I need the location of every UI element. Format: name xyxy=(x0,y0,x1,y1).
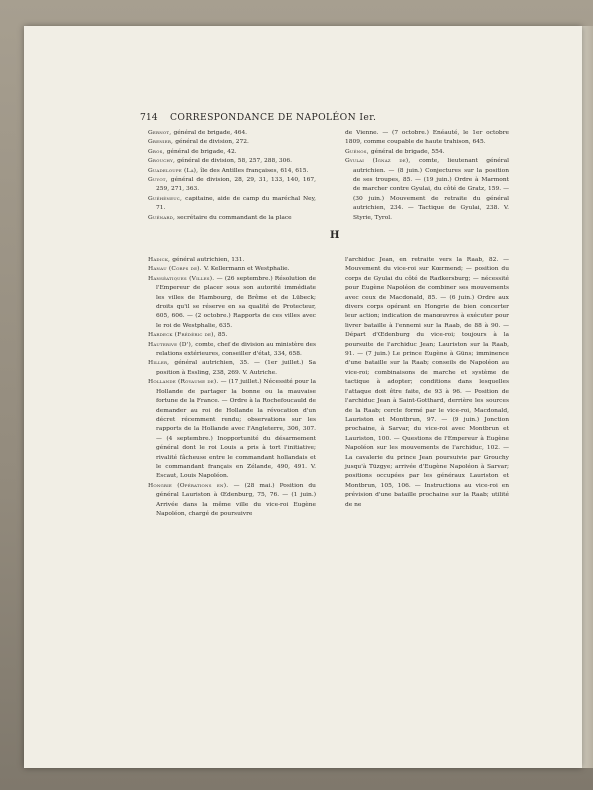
index-entry-text: — (28 mai.) Position du général Lauriston à Œdenburg, 75, 76. — (1 juin.) Arrivée dans la même ville du vice-roi Eugène Napoléon, chargé de poursuivre xyxy=(156,482,316,517)
index-entry xyxy=(148,214,316,223)
index-entry xyxy=(148,482,316,520)
index-entry-text: général de brigade, 42. xyxy=(166,148,237,155)
page-number: 714 xyxy=(140,112,158,123)
index-entry-head: Guéhéneuc, xyxy=(148,195,186,202)
index-entry-text: général de division, 28, 29, 31, 133, 140, 167, 259, 271, 363. xyxy=(156,177,316,193)
section-letter: H xyxy=(330,230,340,241)
index-entry-text: de Vienne. — (7 octobre.) Enéauté, le 1er octobre 1809, comme coupable de haute trahison, 645. xyxy=(345,130,509,146)
index-entry-text: général de brigade, 554. xyxy=(370,148,445,155)
index-entry-head: Grenier, xyxy=(148,139,176,146)
index-entry-text: l'archiduc Jean, en retraite vers la Raab, 82. — Mouvement du vice-roi sur Kœrmend; — position du corps de Gyulai du côté de Radkersburg; — nécessité pour Eugène Napoléon de combiner ses mouvements avec ceux de Macdonald, 85. — (6 juin.) Ordre aux divers corps opérant en Hongrie de bien concerter leur action; indication de manœuvres à exécuter pour livrer bataille à l'ennemi sur la Raab, de 88 à 90. — Départ d'Œdenburg du vice-roi; toujours à la poursuite de l'archiduc Jean; Lauriston sur la Raab, 91. — (7 juin.) Le prince Eugène à Güns; imminence d'une bataille sur la Raab; conseils de Napoléon au vice-roi; combinaisons de marche et système de tactique à adopter; conditions dans lesquelles l'attaque doit être faite, de 93 à 96. — Position de l'archiduc Jean à Saint-Gotthard, derrière les sources de la Raab; cercle formé par le vice-roi, Macdonald, Lauriston et Montbrun, 97. — (9 juin.) Jonction prochaine, à Sarvar, du vice-roi avec Montbrun et Lauriston, 100. — Questions de l'Empereur à Eugène Napoléon sur les mouvements de l'archiduc, 102. — La cavalerie du prince Jean poursuivie par Grouchy jusqu'à Tüzgye; arrivée d'Eugène Napoléon à Sarvar; positions occupées par les généraux Lauriston et Montbrun, 105, 106. — Instructions au vice-roi en prévision d'une bataille prochaine sur la Raab; utilité de ne xyxy=(345,257,509,508)
index-entry xyxy=(148,275,316,331)
index-entry-head: Guénard, xyxy=(148,214,178,221)
index-entry-head: Guyot, xyxy=(148,177,171,184)
index-entry-text: capitaine, aide de camp du maréchal Ney, 71. xyxy=(156,195,316,212)
index-entry-head: Hanau (Corps de). xyxy=(148,266,204,273)
index-entry xyxy=(148,256,316,265)
index-entry-text: secrétaire du commandant de la place xyxy=(177,214,292,221)
index-entry-text: île des Antilles françaises, 614, 615. xyxy=(200,167,309,174)
index-column-bottom-right xyxy=(345,256,509,510)
index-column-bottom-left xyxy=(148,256,316,519)
index-entry-text: général de brigade, 464. xyxy=(173,130,248,136)
index-entry-text: comte, lieutenant général autrichien. — (8 juin.) Conjectures sur la position de ses troupes, 85. — (19 juin.) Ordre à Marmont de marcher contre Gyulai, du côté de Gratz, 159. — (30 juin.) Mouvement de retraite du général autrichien, 234. — Tactique de Gyulai, 238. V. Styrie, Tyrol. xyxy=(353,158,509,221)
index-entry xyxy=(345,129,509,148)
index-entry xyxy=(345,148,509,157)
index-entry-head: Grouchy, xyxy=(148,158,178,165)
index-entry-text: — (17 juillet.) Nécessité pour la Hollande de partager la bonne ou la mauvaise fortune de la France. — Ordre à la Rochefoucauld de demander au roi de Hollande la révocation d'un décret récemment rendu; observations sur les rapports de la Hollande avec l'Angleterre, 306, 307. — (4 septembre.) Inopportunité du désarmement général dont le roi Louis a pris à tort l'initiative; rivalité fâcheuse entre le commandant hollandais et le commandant français en Zélande, 490, 491. V. Escaut, Louis Napoléon. xyxy=(156,379,316,480)
index-entry-head: Guénos, xyxy=(345,148,371,155)
index-entry xyxy=(148,167,316,176)
index-entry-text: général de division, 58, 257, 288, 306. xyxy=(177,158,293,165)
index-entry xyxy=(148,195,316,214)
index-entry-text: 85. xyxy=(217,332,228,339)
index-entry-text: général de division, 272. xyxy=(175,139,249,146)
index-entry xyxy=(148,157,316,166)
running-head: CORRESPONDANCE DE NAPOLÉON Ier. xyxy=(170,112,377,123)
index-entry-head: Gros, xyxy=(148,148,167,155)
index-entry xyxy=(148,265,316,274)
index-entry xyxy=(345,256,509,510)
index-entry xyxy=(345,157,509,223)
index-entry xyxy=(148,138,316,147)
index-entry xyxy=(148,148,316,157)
index-entry-head: Gernot, xyxy=(148,130,174,136)
index-entry xyxy=(148,341,316,360)
index-entry-text: V. Kellermann et Westphalie. xyxy=(203,266,290,273)
index-entry xyxy=(148,378,316,481)
index-entry-head: Hauterive (D'), xyxy=(148,341,196,348)
index-column-top-left xyxy=(148,129,316,223)
index-entry xyxy=(148,176,316,195)
index-entry-head: Hardeck (Frédéric de), xyxy=(148,332,218,339)
index-entry-text: général autrichien, 131. xyxy=(172,257,245,263)
index-column-top-right xyxy=(345,129,509,223)
index-entry-head: Hadick, xyxy=(148,257,173,263)
index-entry-head: Hollande (Royaume de). xyxy=(148,379,221,386)
index-entry xyxy=(148,359,316,378)
index-entry-head: Hiller, xyxy=(148,360,175,367)
index-entry-head: Guadeloupe (La), xyxy=(148,167,201,174)
index-entry-head: Hongrie (Opérations en). xyxy=(148,482,234,489)
index-entry xyxy=(148,129,316,138)
index-entry-head: Gyulai (Ignaz de), xyxy=(345,158,419,165)
index-entry-text: général autrichien, 35. — (1er juillet.) Sa position à Essling, 238, 269. V. Autriche. xyxy=(156,360,317,376)
index-entry xyxy=(148,331,316,340)
index-entry-text: comte, chef de division au ministère des relations extérieures, conseiller d'état, 334, 658. xyxy=(156,341,316,358)
index-entry-text: — (26 septembre.) Résolution de l'Empereur de placer sous son autorité immédiate les villes de Hambourg, de Brême et de Lübeck; droits qu'il se réserve en sa qualité de Protecteur, 605, 606. — (2 octobre.) Rapports de ces villes avec le roi de Westphalie, 635. xyxy=(156,275,316,329)
index-entry-head: Hanséatiques (Villes). xyxy=(148,275,217,282)
